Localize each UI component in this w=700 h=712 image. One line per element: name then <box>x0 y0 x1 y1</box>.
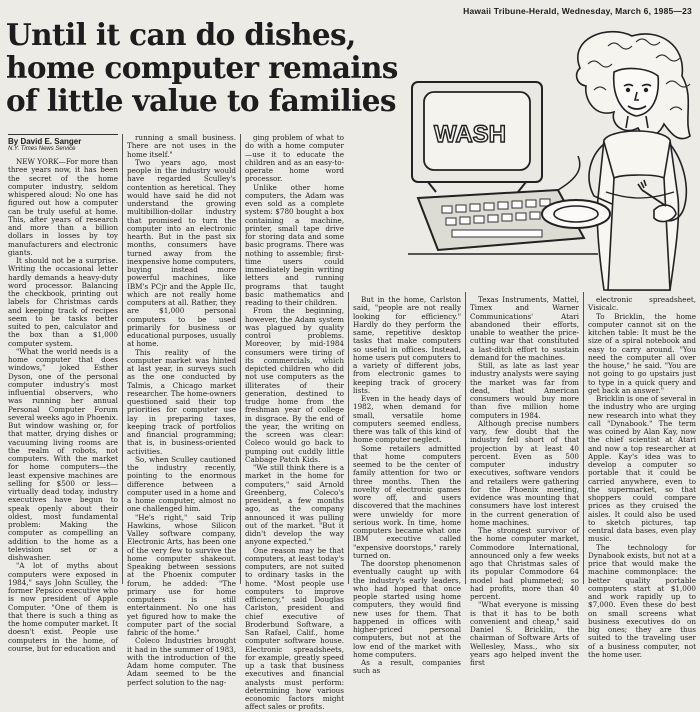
paragraph: The strongest survivor of the home computer market, Commodore International, announced only a few weeks ago that Christmas sales of its popular Commodore 64 model had plummeted; so had profits, more than 40 percent. <box>470 526 579 601</box>
paragraph: Texas Instruments, Mattel, Timex and Warner Communications' Atari abandoned their efforts, unable to weather the price-cutting war that constituted a last-ditch effort to sustain demand for the machines. <box>470 295 579 362</box>
paragraph: NEW YORK—For more than three years now, it has been the secret of the home computer industry, seldom whispered aloud: No one has figured out how a computer can be truly useful at home. This, after years of research and more than a billion dollars in losses by toy manufacturers and electronic giants. <box>8 157 119 257</box>
paragraph: "What the world needs is a home computer that does windows," joked Esther Dyson, one of the personal computer industry's most influential observers, who was running her annual Personal Computer Forum several weeks ago in Phoenix. But window washing or, for that matter, drying dishes or vacuuming living rooms are the realm of robots, not computers. With the market for home computers—the least expensive machines are selling for $500 or less—virtually dead today, industry executives have begun to speak openly about their oldest, most fundamental problem: Making the computer as compelling an addition to the home as a television set or a dishwasher. <box>8 346 118 562</box>
paragraph: This reality of the computer market was hinted at last year, in surveys such as the one conducted by Talmis, a Chicago market researcher. The home-owners questioned said their top priorities for computer use lay in preparing taxes, keeping track of portfolios and financial programming; that is, in business-oriented activities. <box>127 347 236 456</box>
article-column-1 <box>8 157 119 653</box>
paragraph: To Bricklin, the home computer cannot sit on the kitchen table: It must be the size of a spiral notebook and easy to carry around. "You need the computer all over the house," he said. "You are not going to go upstairs just to type in a quick query and get back an answer." <box>588 311 696 395</box>
paragraph: running a small business. There are not uses in the home itself." <box>127 133 236 159</box>
paragraph: Still, as late as last year industry analysts were saying the market was far from dead, that American consumers would buy more than five million home computers in 1984. <box>470 361 579 420</box>
paragraph: Unlike other home computers, the Adam was even sold as a complete system: $780 bought a box containing a machine, printer, small tape drive for storing data and some basic programs. There was nothing to assemble; first-time users could immediately begin writing letters and running programs that taught basic mathematics and reading to their children. <box>245 182 344 307</box>
paragraph: ging problem of what to do with a home computer—use it to educate the children and as an easy-to-operate home word processor. <box>245 133 344 184</box>
headline-line-1: Until it can do dishes, <box>6 17 356 52</box>
paragraph: "A lot of myths about computers were exposed in 1984," says John Sculley, the former Pepsico executive who is now president of Apple Computer. "One of them is that there is such a thing as the home computer market. It doesn't exist. People use computers in the home, of course, but for education and <box>8 561 118 653</box>
masthead: Hawaii Tribune-Herald, Wednesday, March 6, 1985—23 <box>463 6 692 16</box>
paragraph: "What everyone is missing is that it has to be both convenient and cheap," said Daniel S. Bricklin, the chairman of Software Arts of Wellesley, Mass., who six years ago helped invent the first <box>470 600 579 667</box>
paragraph: One reason may be that computers, at least today's computers, are not suited to ordinary tasks in the home. "Most people use computers to improve efficiency," said Douglas Carlston, president and chief executive of Broderbund Software, a San Rafael, Calif., home computer software house. Electronic spreadsheets, for example, greatly speed up a task that business executives and financial analysts must perform: determining how various economic factors might affect sales or profits. <box>245 545 344 712</box>
headline <box>6 18 406 117</box>
byline-service: N.Y. Times News Service <box>8 146 76 152</box>
paragraph: But in the home, Carlston said, "people are not really looking for efficiency." Hardly do they perform the same, repetitive desktop tasks that make computers so useful in offices. Instead, home users put computers to a variety of different jobs, from electronic games to keeping track of grocery lists. <box>353 295 461 395</box>
article-column-6 <box>588 295 696 659</box>
wash-sign: WASH <box>434 121 506 148</box>
woman-figure <box>542 32 690 290</box>
paragraph: Bricklin is one of several in the industry who are urging new research into what they call "Dynabook." The term was coined by Alan Kay, now the chief scientist at Atari and now a top researcher at Apple. Kay's idea was to develop a computer so portable that it could be carried anywhere, even to the supermarket, so that shoppers could compare prices as they cruised the aisles. It could also be used to sketch pictures, tap central data bases, even play music. <box>588 394 696 544</box>
byline-author: By David E. Sanger <box>8 134 118 146</box>
paragraph: As a result, companies such as <box>353 658 461 676</box>
headline-line-3: of little value to families <box>6 83 396 118</box>
paragraph: "We still think there is a market in the home for computers," said Arnold Greenberg, Coleco's president, a few months ago, as the company announced it was pulling out of the market. "But it didn't develop the way anyone expected." <box>245 463 344 547</box>
column-rule <box>465 292 466 584</box>
woman-holding-dish-beside-computer-illustration <box>408 28 700 290</box>
column-rule <box>583 292 584 584</box>
paragraph: Two years ago, most people in the industry would have regarded Sculley's contention as heretical. They would have said he did not understand the growing multibillion-dollar industry that promised to turn the computer into an electronic hearth. But in the past six months, consumers have turned away from the inexpensive home computers, buying instead more powerful machines, like IBM's PCjr and the Apple IIc, which are not really home computers at all. Rather, they are $1,000 personal computers to be used primarily for business or educational purposes, usually at home. <box>127 157 236 349</box>
paragraph: Although precise numbers vary, few doubt that the industry fell short of that projection by at least 40 percent. Even as 500 computer industry executives, software vendors and retailers were gathering for the Phoenix meeting, evidence was mounting that consumers have lost interest in the current generation of home machines. <box>470 418 579 527</box>
column-rule <box>240 134 241 584</box>
paragraph: So, when Sculley cautioned the industry recently, pointing to the enormous difference between a computer used in a home and a home computer, almost no one challenged him. <box>127 454 236 514</box>
computer-monitor-icon <box>412 82 542 192</box>
paragraph: Coleco Industries brought it had in the summer of 1983, with the introduction of the Adam home computer. The Adam seemed to be the perfect solution to the nag- <box>127 636 236 687</box>
headline-line-2: home computer remains <box>6 50 398 85</box>
column-rule <box>348 292 349 584</box>
paragraph: The technology for Dynabook exists, but not at a price that would make the machine commonplace: the better quality portable computers start at $1,000 and work rapidly up to $7,000. Even these do best on small screens what business executives do on big ones; they are thus suited to the traveling user of a business computer, not the home user. <box>588 542 696 659</box>
paragraph: It should not be a surprise. Writing the occasional letter hardly demands a heavy-duty word processor. Balancing the checkbook, printing out labels for Christmas cards and keeping track of recipes seem to be tasks better suited to pen, calculator and the box than a $1,000 computer system. <box>8 256 118 348</box>
column-rule <box>122 134 123 584</box>
article-column-2 <box>127 133 236 687</box>
article-column-3 <box>245 133 344 712</box>
byline <box>8 134 118 152</box>
article-column-4 <box>353 295 461 676</box>
paragraph: Even in the heady days of 1982, when demand for small, versatile home computers seemed endless, there was talk of this kind of home computer neglect. <box>353 394 461 445</box>
paragraph: Some retailers admitted that home computers seemed to be the center of family attention for two or three months. Then the novelty of electronic games wore off, and users discovered that the machines were unwieldy for more serious work. In time, home computers became what one IBM executive called "expensive doorstops," rarely turned on. <box>353 443 461 560</box>
paragraph: The doorstop phenomenon eventually caught up with the industry's early leaders, who had hoped that once people started using home computers, they would find new uses for them. That happened in offices with higher-priced personal computers, but not at the low end of the market with home computers. <box>353 559 461 659</box>
article-column-5 <box>470 295 579 667</box>
paragraph: From the beginning, however, the Adam system was plagued by quality control problems. Moreover, by mid-1984 consumers were tiring of its commercials, which depicted children who did not use computers as the illiterates of their generation, destined to trudge home from the freshman year of college in disgrace. By the end of the year, the writing on the screen was clear: Coleco would go back to pumping out cuddly little Cabbage Patch Kids. <box>245 306 344 464</box>
paragraph: electronic spreadsheet, Visicalc. <box>588 295 696 313</box>
paragraph: "He's right," said Trip Hawkins, whose Silicon Valley software company, Electronic Arts, has been one of the very few to survive the home computer shakeout. Speaking between sessions at the Phoenix computer forum, he added: "The primary use for home computers is still entertainment. No one has yet figured how to make the computer part of the social fabric of the home." <box>127 512 236 637</box>
